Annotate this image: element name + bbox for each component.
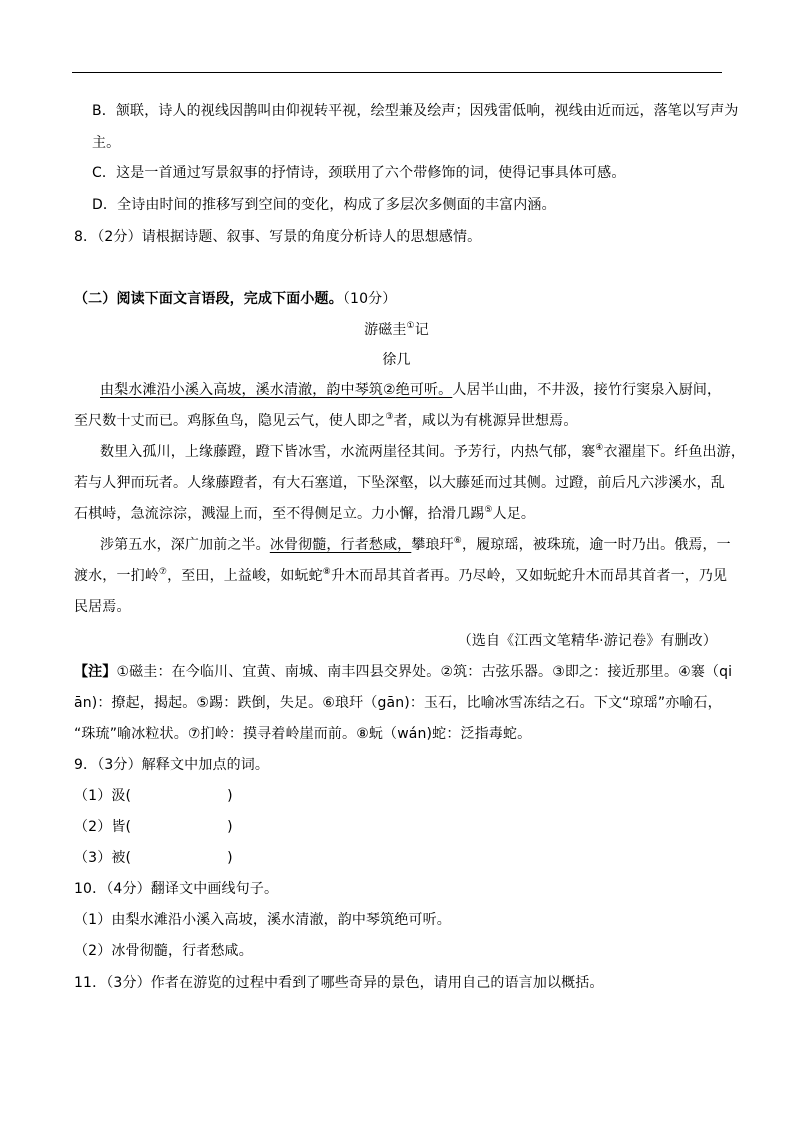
question-8: 8．（2分）请根据诗题、叙事、写景的角度分析诗人的思想感情。	[74, 229, 482, 245]
q9-item-close: )	[227, 850, 233, 866]
passage-p2-line1	[100, 442, 745, 462]
question-11: 11．（3分）作者在游览的过程中看到了哪些奇异的景色，请用自己的语言加以概括。	[74, 975, 604, 991]
option-b-line2: 主。	[92, 135, 121, 151]
passage-p1-line2	[74, 411, 577, 431]
passage-p1-line1	[100, 380, 721, 400]
option-d: D．全诗由时间的推移写到空间的变化，构成了多层次多侧面的丰富内涵。	[92, 197, 556, 213]
q9-item-close: )	[227, 788, 233, 804]
note-mark: ⑤	[484, 505, 493, 515]
passage-text: 石棋峙，急流淙淙，溅湿上而，至不得侧足立。力小懈，拾滑几踢	[74, 506, 485, 522]
q9-item-3	[74, 848, 233, 868]
q10-item-1: （1）由梨水滩沿小溪入高坡，溪水清澈，韵中琴筑绝可听。	[74, 912, 451, 928]
notes-label: 【注】	[74, 664, 117, 680]
passage-p3-line2	[74, 566, 727, 586]
section-heading-text: （二）阅读下面文言语段，完成下面小题。	[74, 291, 343, 307]
passage-text: 至尺数十丈而已。鸡豚鱼鸟，隐见云气，使人即之	[74, 413, 386, 429]
passage-text: 人足。	[492, 506, 536, 522]
q9-item-label: （2）皆(	[74, 819, 132, 835]
option-b-line1: B．颔联，诗人的视线因鹊叫由仰视转平视，绘型兼及绘声；因残雷低响，视线由近而远，落笔以写声为	[92, 103, 739, 119]
passage-source: （选自《江西文笔精华·游记卷》有删改）	[457, 633, 717, 649]
note-mark: ③	[385, 412, 394, 422]
passage-text: ，履琼瑶，被珠琉，逾一时乃出。俄焉，一	[461, 537, 731, 553]
note-mark: ⑧	[322, 567, 331, 577]
underlined-sentence-1: 由梨水滩沿小溪入高坡，溪水清澈，韵中琴筑	[100, 382, 383, 398]
passage-text: 涉第五水，深广加前之半。	[100, 537, 270, 553]
passage-text: 人居半山曲，不井汲，接竹行窦泉入厨间，	[452, 382, 722, 398]
passage-text: 升木而昂其首者再。乃尽岭，又如蚖蛇升木而昂其首者一，乃见	[331, 568, 728, 584]
passage-text: 攀琅玕	[411, 537, 454, 553]
passage-text: ，至田，上益峻，如蚖蛇	[167, 568, 323, 584]
note-mark: ④	[595, 443, 604, 453]
notes-line3: “珠琉”喻冰粒状。⑦扪岭：摸寻着岭崖而前。⑧蚖（wán)蛇：泛指毒蛇。	[74, 726, 532, 742]
question-10: 10．（4分）翻译文中画线句子。	[74, 881, 279, 897]
note-mark: ⑥	[453, 536, 462, 546]
q9-item-2	[74, 817, 233, 837]
header-rule	[72, 72, 722, 73]
note-mark: ②	[383, 382, 396, 398]
section-heading	[74, 289, 396, 309]
question-9: 9．（3分）解释文中加点的词。	[74, 757, 270, 773]
passage-title	[0, 320, 793, 340]
passage-p3-line3: 民居焉。	[74, 599, 131, 615]
passage-author: 徐几	[382, 352, 411, 368]
notes-line1	[74, 662, 732, 682]
note-mark: ⑦	[158, 567, 168, 577]
option-c: C．这是一首通过写景叙事的抒情诗，颈联用了六个带修饰的词，使得记事具体可感。	[92, 165, 626, 181]
passage-p2-line2: 若与人狎而玩者。人缘藤蹬者，有大石塞道，下坠深壑，以大藤延而过其侧。过蹬，前后凡六涉溪水，乱	[74, 475, 725, 491]
q9-item-label: （3）被(	[74, 850, 132, 866]
passage-text: 数里入孤川，上缘藤蹬，蹬下皆冰雪，水流两崖径其间。予芳行，内热气郁，褰	[100, 444, 596, 460]
passage-text: 渡水，一扪岭	[74, 568, 159, 584]
passage-p3-line1	[100, 535, 731, 555]
underlined-sentence-1-end: 绝可听。	[395, 382, 453, 398]
notes-text: ①磁圭：在今临川、宜黄、南城、南丰四县交界处。②筑：古弦乐器。③即之：接近那里。④褰（qi	[116, 664, 733, 680]
notes-line2: ān)：撩起，揭起。⑤踢：跌倒，失足。⑥琅玕（gān)：玉石，比喻冰雪冻结之石。下文“琼瑶”亦喻石，	[74, 695, 722, 711]
passage-title-end: 记	[414, 322, 429, 338]
section-points: （10分）	[342, 291, 397, 307]
q10-item-2: （2）冰骨彻髓，行者愁咸。	[74, 943, 253, 959]
passage-text: 衣濯崖下。纤鱼出游，	[603, 444, 745, 460]
note-mark: ①	[406, 321, 415, 331]
underlined-sentence-2: 冰骨彻髓，行者愁咸，	[269, 537, 412, 553]
q9-item-label: （1）汲(	[74, 788, 132, 804]
q9-item-close: )	[227, 819, 233, 835]
passage-p2-line3	[74, 504, 535, 524]
passage-text: 者，咸以为有桃源异世想焉。	[393, 413, 578, 429]
q9-item-1	[74, 786, 233, 806]
passage-title-text: 游磁圭	[364, 322, 407, 338]
